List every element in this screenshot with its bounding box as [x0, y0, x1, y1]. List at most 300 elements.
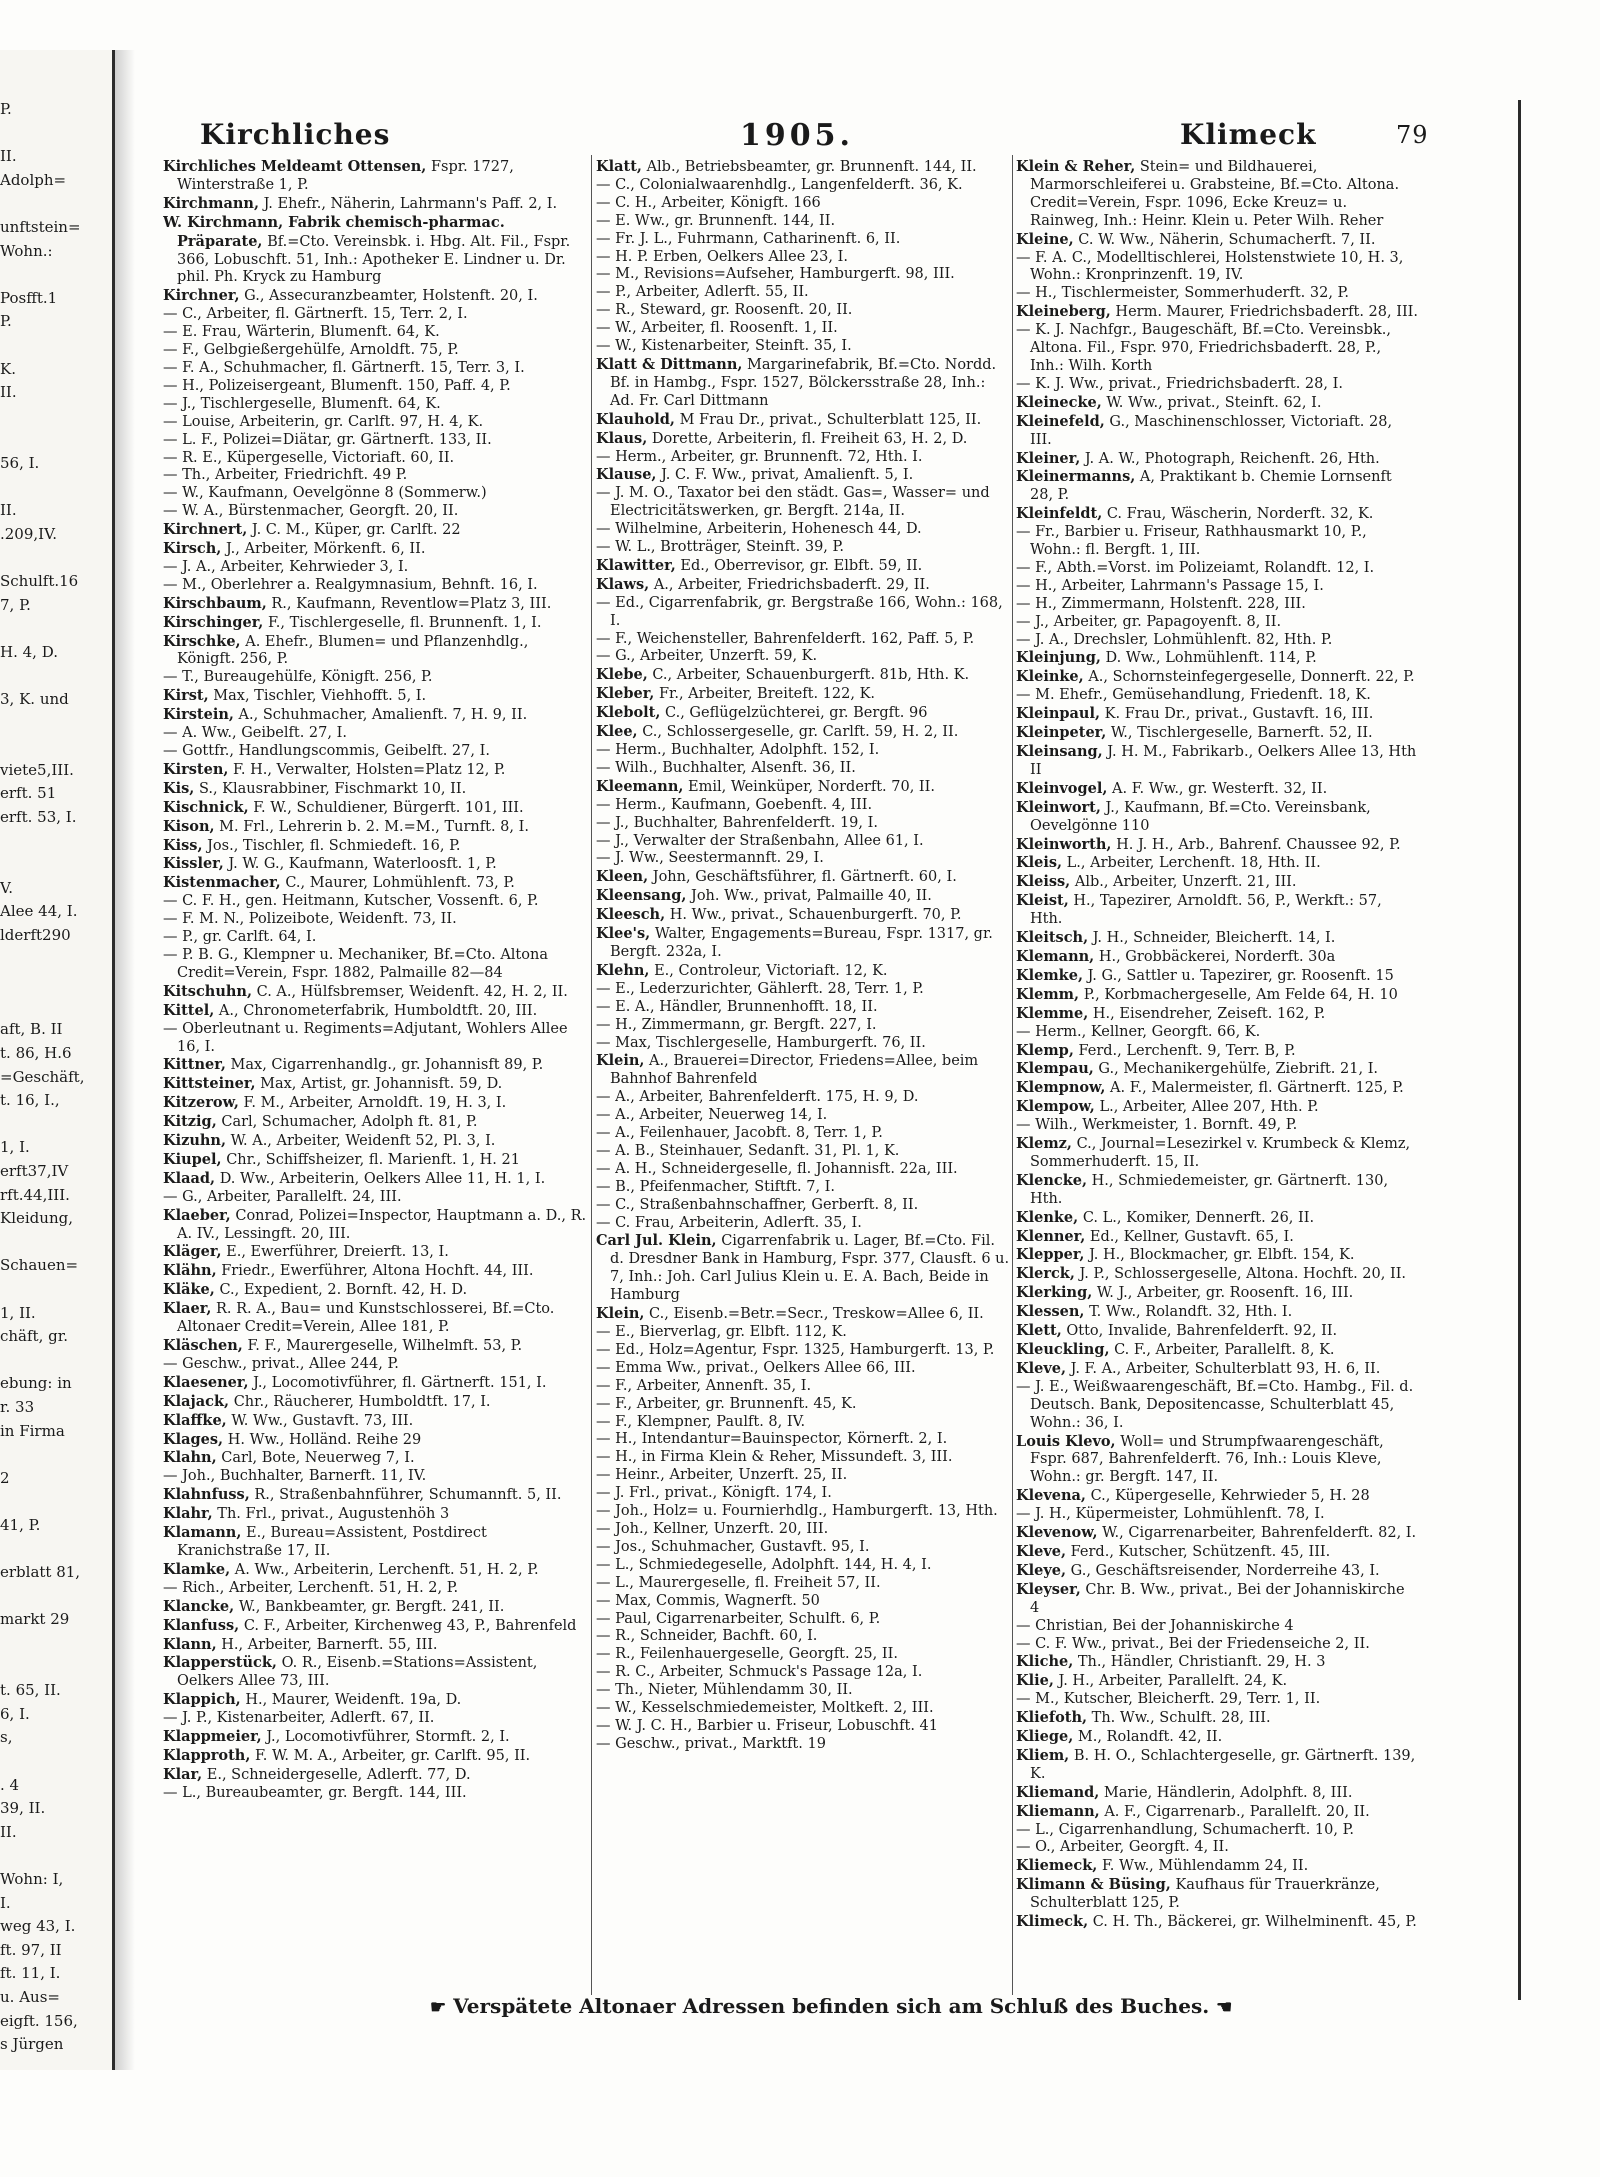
entry-surname: Klapperstück, — [163, 1654, 277, 1672]
prev-page-fragment: t. 86, H.6 — [0, 1044, 72, 1062]
entry-details: — Emma Ww., privat., Oelkers Allee 66, III. — [596, 1359, 916, 1376]
directory-entry — [163, 1431, 588, 1450]
directory-entry — [596, 1664, 1011, 1682]
directory-entry — [163, 1170, 588, 1189]
directory-entry — [596, 999, 1011, 1017]
entry-surname: Klamke, — [163, 1560, 231, 1578]
prev-page-fragment: unftstein= — [0, 218, 81, 236]
entry-surname: Klerck, — [1016, 1265, 1075, 1283]
entry-details: — C. Frau, Arbeiterin, Adlerft. 35, I. — [596, 1214, 862, 1231]
entry-details: P., Korbmachergeselle, Am Felde 64, H. 10 — [1083, 986, 1398, 1003]
directory-entry — [163, 1580, 588, 1598]
directory-entry — [1016, 1487, 1418, 1506]
entry-details: — E., Lederzurichter, Gählerft. 28, Terr. 1, P. — [596, 980, 924, 997]
entry-surname: Klawitter, — [596, 556, 676, 574]
prev-page-fragment: r. 33 — [0, 1398, 35, 1416]
directory-entry — [163, 818, 588, 837]
column-divider — [591, 155, 592, 1995]
entry-details: — Fr. J. L., Fuhrmann, Catharinenft. 6, II. — [596, 230, 901, 247]
prev-page-fragment: markt 29 — [0, 1610, 70, 1629]
entry-details: W., Tischlergeselle, Barnerft. 52, II. — [1110, 725, 1373, 742]
directory-entry — [1016, 1543, 1418, 1562]
entry-details: — R., Steward, gr. Roosenft. 20, II. — [596, 302, 853, 319]
entry-details: G., Mechanikergehülfe, Ziebrift. 21, I. — [1098, 1061, 1379, 1078]
directory-entry — [1016, 705, 1418, 724]
directory-entry — [596, 1718, 1011, 1736]
running-head-right: Klimeck — [1180, 118, 1317, 151]
prev-page-fragment: 56, I. — [0, 454, 40, 472]
directory-entry — [596, 595, 1011, 631]
directory-entry — [1016, 668, 1418, 687]
prev-page-fragment: t. 16, I., — [0, 1091, 60, 1110]
entry-details: E., Schneidergeselle, Adlerft. 77, D. — [206, 1766, 471, 1783]
directory-entry — [163, 706, 588, 725]
entry-surname: Kliege, — [1016, 1728, 1074, 1746]
entry-details: H., Tapezirer, Arnoldft. 56, P., Werkft.: 57, Hth. — [1030, 893, 1382, 928]
directory-entry — [596, 742, 1011, 760]
directory-entry — [596, 466, 1011, 485]
directory-entry — [163, 983, 588, 1002]
entry-details: A. Ehefr., Blumen= und Pflanzenhdlg., Königft. 256, P. — [177, 633, 529, 668]
prev-page-fragment: P. — [0, 312, 12, 331]
prev-page-fragment: ft. 97, II — [0, 1940, 62, 1959]
entry-surname: Kitzerow, — [163, 1094, 239, 1112]
directory-entry — [163, 378, 588, 396]
entry-surname: Klahn, — [163, 1449, 217, 1467]
entry-surname: Klähn, — [163, 1262, 217, 1280]
entry-details: — J. Ww., Seestermannft. 29, I. — [596, 850, 824, 867]
page-fold-shadow — [115, 50, 135, 2070]
entry-details: — Wilh., Buchhalter, Alsenft. 36, II. — [596, 759, 856, 776]
directory-entry — [596, 1575, 1011, 1593]
entry-details: — C., Colonialwaarenhdlg., Langenfelderft. 36, K. — [596, 176, 963, 193]
entry-details: H., Arbeiter, Barnerft. 55, III. — [221, 1636, 438, 1653]
entry-details: — Geschw., privat., Marktft. 19 — [596, 1735, 826, 1752]
directory-entry — [1016, 560, 1418, 578]
entry-details: — J. Frl., privat., Königft. 174, I. — [596, 1485, 832, 1502]
entry-surname: Kirst, — [163, 687, 209, 705]
entry-surname: Klaad, — [163, 1169, 216, 1187]
entry-details: C., Eisenb.=Betr.=Secr., Treskow=Allee 6, II. — [649, 1306, 984, 1323]
entry-details: H., Schmiedemeister, gr. Gärtnerft. 130, Hth. — [1030, 1172, 1389, 1207]
entry-details: — Jos., Schuhmacher, Gustavft. 95, I. — [596, 1538, 870, 1555]
directory-entry — [163, 1021, 588, 1057]
directory-entry — [163, 559, 588, 577]
entry-details: — W., Arbeiter, fl. Roosenft. 1, II. — [596, 320, 838, 337]
entry-details: — Oberleutnant u. Regiments=Adjutant, Wohlers Allee 16, I. — [163, 1020, 568, 1055]
entry-details: — C. F. Ww., privat., Bei der Friedenseiche 2, II. — [1016, 1635, 1370, 1652]
entry-surname: Klemke, — [1016, 966, 1083, 984]
directory-entry — [163, 1710, 588, 1728]
entry-details: C., Arbeiter, Schauenburgerft. 81b, Hth. K. — [652, 667, 970, 684]
prev-page-fragment: .209,IV. — [0, 524, 58, 543]
entry-surname: Kleinwort, — [1016, 798, 1101, 816]
directory-entry — [596, 1360, 1011, 1378]
entry-details: H. Ww., privat., Schauenburgerft. 70, P. — [669, 907, 962, 924]
entry-surname: Klie, — [1016, 1672, 1054, 1690]
prev-page-fragment: ebung: in — [0, 1374, 72, 1393]
directory-entry — [1016, 231, 1418, 250]
directory-entry — [1016, 250, 1418, 286]
directory-entry — [596, 411, 1011, 430]
entry-details: — C. F. H., gen. Heitmann, Kutscher, Vossenft. 6, P. — [163, 893, 539, 910]
entry-details: A., Schuhmacher, Amalienft. 7, H. 9, II. — [238, 707, 528, 724]
directory-entry — [1016, 1803, 1418, 1822]
directory-entry — [163, 633, 588, 670]
entry-surname: Kirchmann, — [163, 194, 259, 212]
entry-details: — K. J. Ww., privat., Friedrichsbaderft. 28, I. — [1016, 375, 1343, 392]
entry-details: C. F., Arbeiter, Parallelft. 8, K. — [1114, 1342, 1335, 1358]
entry-details: — H., Tischlermeister, Sommerhuderft. 32, P. — [1016, 285, 1349, 302]
entry-details: Dorette, Arbeiterin, fl. Freiheit 63, H. 2, D. — [651, 430, 968, 447]
directory-entry — [596, 962, 1011, 981]
entry-details: — W. J. C. H., Barbier u. Friseur, Lobuschft. 41 — [596, 1717, 938, 1734]
entry-details: F., Tischlergeselle, fl. Brunnenft. 1, I. — [267, 614, 542, 631]
directory-entry — [1016, 322, 1418, 376]
entry-surname: Klahnfuss, — [163, 1486, 250, 1504]
entry-surname: Kischnick, — [163, 798, 249, 816]
directory-entry — [163, 1151, 588, 1170]
entry-surname: Kleyser, — [1016, 1580, 1081, 1598]
directory-entry — [1016, 1098, 1418, 1117]
directory-entry — [163, 1356, 588, 1374]
directory-entry — [163, 432, 588, 450]
directory-entry — [1016, 1913, 1418, 1932]
entry-surname: Kläke, — [163, 1281, 215, 1299]
directory-entry — [596, 723, 1011, 742]
entry-details: — M., Kutscher, Bleicherft. 29, Terr. 1, II. — [1016, 1691, 1321, 1708]
entry-surname: Klancke, — [163, 1597, 235, 1615]
directory-entry — [1016, 687, 1418, 705]
directory-entry — [163, 158, 588, 195]
entry-surname: Kliemand, — [1016, 1783, 1100, 1801]
directory-entry — [163, 195, 588, 214]
directory-entry — [163, 287, 588, 306]
entry-surname: W. Kirchmann, Fabrik chemisch-pharmac. Präparate, — [163, 213, 505, 250]
column-divider — [1012, 155, 1013, 1995]
directory-entry — [596, 1215, 1011, 1233]
entry-details: — Joh., Buchhalter, Barnerft. 11, IV. — [163, 1468, 427, 1485]
entry-surname: Kiss, — [163, 836, 203, 854]
entry-details: — F., Arbeiter, gr. Brunnenft. 45, K. — [596, 1395, 857, 1412]
entry-details: Woll= und Strumpfwaarengeschäft, Fspr. 687, Bahrenfelderft. 76, Inh.: Louis Kleve, Wohn.: gr. Bergft. 147, II. — [1030, 1433, 1384, 1486]
directory-entry — [1016, 1209, 1418, 1228]
directory-entry — [163, 1691, 588, 1710]
directory-entry — [1016, 614, 1418, 632]
entry-details: — Herm., Buchhalter, Adolphft. 152, I. — [596, 742, 880, 758]
prev-page-fragment: lderft290 — [0, 926, 71, 944]
entry-details: C., Maurer, Lohmühlenft. 73, P. — [285, 875, 515, 892]
directory-entry — [1016, 1728, 1418, 1747]
entry-details: — R., Schneider, Bachft. 60, I. — [596, 1628, 818, 1645]
directory-entry — [163, 874, 588, 893]
entry-details: — P., gr. Carlft. 64, I. — [163, 929, 317, 946]
entry-details: M Frau Dr., privat., Schulterblatt 125, II. — [679, 411, 982, 428]
entry-details: — W. A., Bürstenmacher, Georgft. 20, II. — [163, 503, 459, 520]
entry-details: J., Arbeiter, Mörkenft. 6, II. — [225, 541, 426, 558]
entry-details: — F. A. C., Modelltischlerei, Holstenstwiete 10, H. 3, Wohn.: Kronprinzenft. 19, IV. — [1016, 249, 1404, 284]
entry-surname: Klemp, — [1016, 1041, 1074, 1059]
entry-details: — C., Arbeiter, fl. Gärtnerft. 15, Terr. 2, I. — [163, 306, 468, 323]
directory-entry — [163, 911, 588, 929]
entry-surname: Kliefoth, — [1016, 1709, 1088, 1727]
directory-entry — [163, 929, 588, 947]
directory-entry — [163, 595, 588, 614]
prev-page-fragment: 1, I. — [0, 1138, 30, 1157]
entry-surname: Kleist, — [1016, 892, 1069, 910]
prev-page-fragment: 1, II. — [0, 1303, 36, 1322]
entry-details: — O., Arbeiter, Georgft. 4, II. — [1016, 1839, 1229, 1856]
entry-details: Chr. B. Ww., privat., Bei der Johanniskirche 4 — [1030, 1581, 1405, 1616]
directory-column-2 — [596, 158, 1011, 1988]
directory-entry — [1016, 303, 1418, 322]
directory-entry — [596, 1052, 1011, 1089]
entry-details: C., Geflügelzüchterei, gr. Bergft. 96 — [665, 705, 928, 722]
directory-entry — [596, 1305, 1011, 1324]
entry-details: — W., Kistenarbeiter, Steinft. 35, I. — [596, 338, 852, 355]
directory-entry — [596, 231, 1011, 249]
entry-details: — F., Arbeiter, Annenft. 35, I. — [596, 1377, 812, 1394]
entry-details: J., Locomotivführer, fl. Gärtnerft. 151, I. — [253, 1374, 547, 1391]
entry-details: — Paul, Cigarrenarbeiter, Schulft. 6, P. — [596, 1610, 881, 1627]
directory-entry — [596, 302, 1011, 320]
entry-details: J. W. G., Kaufmann, Waterloosft. 1, P. — [228, 856, 497, 873]
entry-details: — F., Gelbgießergehülfe, Arnoldft. 75, P. — [163, 342, 459, 359]
entry-details: Ferd., Kutscher, Schützenft. 45, III. — [1070, 1543, 1331, 1560]
entry-surname: Klann, — [163, 1635, 217, 1653]
directory-entry — [163, 1468, 588, 1486]
directory-entry — [1016, 1581, 1418, 1618]
entry-details: J. H., Schneider, Bleicherft. 14, I. — [1092, 930, 1336, 947]
entry-details: — Geschw., privat., Allee 244, P. — [163, 1355, 399, 1372]
entry-surname: Klee's, — [596, 925, 651, 943]
directory-entry — [1016, 1839, 1418, 1857]
entry-surname: Klimann & Büsing, — [1016, 1876, 1171, 1894]
entry-details: E., Controleur, Victoriaft. 12, K. — [654, 962, 888, 979]
directory-entry — [596, 1378, 1011, 1396]
entry-details: — Gottfr., Handlungscommis, Geibelft. 27, I. — [163, 743, 490, 759]
entry-details: — Christian, Bei der Johanniskirche 4 — [1016, 1617, 1294, 1634]
entry-details: — A., Arbeiter, Bahrenfelderft. 175, H. 9, D. — [596, 1089, 919, 1106]
entry-details: S., Klausrabbiner, Fischmarkt 10, II. — [198, 780, 467, 797]
entry-details: — Louise, Arbeiterin, gr. Carlft. 97, H. 4, K. — [163, 413, 484, 430]
prev-page-fragment: Schulft.16 — [0, 572, 79, 590]
directory-entry — [596, 1143, 1011, 1161]
entry-details: O. R., Eisenb.=Stations=Assistent, Oelkers Allee 73, III. — [177, 1655, 538, 1690]
directory-entry — [163, 669, 588, 687]
entry-surname: Klamann, — [163, 1524, 242, 1542]
entry-details: Fspr. 1727, Winterstraße 1, P. — [177, 159, 514, 193]
prev-page-fragment: Alee 44, I. — [0, 902, 78, 921]
entry-surname: Kison, — [163, 817, 215, 835]
entry-details: Joh. Ww., privat, Palmaille 40, II. — [691, 888, 932, 905]
entry-details: — M. Ehefr., Gemüsehandlung, Friedenft. 18, K. — [1016, 687, 1371, 704]
entry-details: — A. Ww., Geibelft. 27, I. — [163, 725, 347, 742]
entry-details: F. M., Arbeiter, Arnoldft. 19, H. 3, I. — [243, 1095, 507, 1112]
directory-entry — [163, 1056, 588, 1075]
entry-details: Margarinefabrik, Bf.=Cto. Nordd. Bf. in Hambg., Fspr. 1527, Bölckersstraße 28, Inh.: Ad. Fr. Carl Dittmann — [610, 356, 997, 409]
directory-entry — [1016, 1506, 1418, 1524]
entry-surname: Kirstein, — [163, 706, 234, 724]
directory-entry — [163, 1132, 588, 1151]
entry-details: C. Frau, Wäscherin, Norderft. 32, K. — [1106, 506, 1374, 523]
entry-surname: Kirschinger, — [163, 613, 264, 631]
entry-details: — M., Oberlehrer a. Realgymnasium, Behnft. 16, I. — [163, 576, 538, 593]
entry-details: Th. Ww., Schulft. 28, III. — [1091, 1710, 1271, 1727]
entry-details: Chr., Räucherer, Humboldtft. 17, I. — [233, 1393, 491, 1410]
entry-details: — Max, Commis, Wagnerft. 50 — [596, 1592, 820, 1609]
entry-details: — Herm., Kellner, Georgft. 66, K. — [1016, 1023, 1261, 1040]
entry-surname: Kirschke, — [163, 632, 241, 650]
entry-details: — R. C., Arbeiter, Schmuck's Passage 12a, I. — [596, 1664, 923, 1681]
directory-entry — [596, 266, 1011, 284]
entry-details: — K. J. Nachfgr., Baugeschäft, Bf.=Cto. Vereinsbk., Altona. Fil., Fspr. 970, Friedrichsbaderft. 28, P., Inh.: Wilh. Korth — [1016, 322, 1391, 374]
entry-details: — M., Revisions=Aufseher, Hamburgerft. 98, III. — [596, 266, 955, 283]
directory-entry — [163, 1412, 588, 1431]
entry-details: C., Küpergeselle, Kehrwieder 5, H. 28 — [1090, 1488, 1370, 1505]
entry-surname: Kliemeck, — [1016, 1857, 1098, 1875]
entry-surname: Kirschbaum, — [163, 594, 267, 612]
directory-entry — [596, 195, 1011, 213]
prev-page-fragment: 3, K. und — [0, 690, 69, 708]
directory-entry — [1016, 1303, 1418, 1322]
entry-surname: Kirchnert, — [163, 521, 248, 539]
directory-entry — [163, 1561, 588, 1580]
directory-entry — [596, 1557, 1011, 1575]
entry-details: — F. A., Schuhmacher, fl. Gärtnerft. 15, Terr. 3, I. — [163, 359, 525, 376]
entry-details: — A. H., Schneidergeselle, fl. Johannisft. 22a, III. — [596, 1160, 958, 1177]
directory-entry — [596, 1736, 1011, 1754]
directory-entry — [1016, 468, 1418, 505]
entry-details: H., Maurer, Weidenft. 19a, D. — [245, 1692, 462, 1709]
entry-details: E., Bureau=Assistent, Postdirect Kranichstraße 17, II. — [177, 1525, 487, 1559]
entry-surname: Klemann, — [1016, 947, 1095, 965]
directory-entry — [163, 1785, 588, 1803]
directory-entry — [596, 1324, 1011, 1342]
entry-details: — F. M. N., Polizeibote, Weidenft. 73, II. — [163, 911, 457, 928]
directory-entry — [1016, 413, 1418, 450]
prev-page-fragment: chäft, gr. — [0, 1327, 69, 1346]
directory-entry — [1016, 1672, 1418, 1691]
entry-details: — J. A., Arbeiter, Kehrwieder 3, I. — [163, 558, 409, 575]
entry-details: R., Straßenbahnführer, Schumannft. 5, II. — [254, 1487, 562, 1504]
entry-details: — J. P., Kistenarbeiter, Adlerft. 67, II. — [163, 1710, 435, 1727]
directory-entry — [163, 1766, 588, 1785]
entry-surname: Kirchner, — [163, 287, 240, 305]
directory-entry — [163, 1337, 588, 1356]
directory-entry — [1016, 986, 1418, 1005]
entry-details: A. F., Malermeister, fl. Gärtnerft. 125, P. — [1110, 1080, 1404, 1097]
prev-page-fragment: erft37,IV — [0, 1162, 69, 1180]
entry-surname: Klauhold, — [596, 410, 675, 428]
prev-page-fragment: . 4 — [0, 1775, 20, 1794]
directory-entry — [596, 249, 1011, 267]
entry-details: — C., Straßenbahnschaffner, Gerberft. 8, II. — [596, 1196, 919, 1213]
directory-entry — [163, 1617, 588, 1636]
entry-surname: Kleis, — [1016, 854, 1063, 872]
directory-entry — [1016, 596, 1418, 614]
entry-details: H., Grobbäckerei, Norderft. 30a — [1098, 948, 1336, 965]
entry-details: — L., Maurergeselle, fl. Freiheit 57, II. — [596, 1574, 881, 1591]
directory-entry — [596, 1628, 1011, 1646]
entry-surname: Kleuckling, — [1016, 1341, 1110, 1358]
directory-entry — [1016, 394, 1418, 413]
directory-entry — [1016, 967, 1418, 986]
prev-page-fragment: t. 65, II. — [0, 1681, 61, 1700]
entry-details: — J. A., Drechsler, Lohmühlenft. 82, Hth. P. — [1016, 631, 1333, 648]
directory-entry — [596, 1035, 1011, 1053]
directory-entry — [163, 1113, 588, 1132]
entry-surname: Kleiss, — [1016, 873, 1071, 891]
directory-entry — [163, 1281, 588, 1300]
entry-details: C., Journal=Lesezirkel v. Krumbeck & Klemz, Sommerhuderft. 15, II. — [1030, 1136, 1411, 1170]
entry-details: H., Eisendreher, Zeiseft. 162, P. — [1092, 1005, 1326, 1022]
directory-entry — [1016, 1433, 1418, 1488]
entry-details: — Ed., Cigarrenfabrik, gr. Bergstraße 166, Wohn.: 168, I. — [596, 594, 1003, 629]
directory-entry — [1016, 1228, 1418, 1247]
entry-surname: Klatt & Dittmann, — [596, 355, 743, 373]
entry-details: Cigarrenfabrik u. Lager, Bf.=Cto. Fil. d. Dresdner Bank in Hamburg, Fspr. 377, Clausft. 6 u. 7, Inh.: Joh. Carl Julius Klein u. E. A. Bach, Beide in Hamburg — [610, 1233, 1010, 1304]
entry-surname: Klappmeier, — [163, 1728, 262, 1746]
entry-details: — Fr., Barbier u. Friseur, Rathhausmarkt 10, P., Wohn.: fl. Bergft. 1, III. — [1016, 524, 1367, 559]
directory-entry — [596, 1467, 1011, 1485]
directory-entry — [163, 503, 588, 521]
entry-details: G., Maschinenschlosser, Victoriaft. 28, III. — [1030, 413, 1393, 448]
directory-entry — [163, 1002, 588, 1021]
prev-page-fragment: viete5,III. — [0, 760, 74, 779]
directory-entry — [596, 648, 1011, 666]
directory-entry — [163, 761, 588, 780]
directory-entry — [596, 631, 1011, 649]
entry-details: — J. E., Weißwaarengeschäft, Bf.=Cto. Hambg., Fil. d. Deutsch. Bank, Depositencasse, Schulterblatt 45, Wohn.: 36, I. — [1016, 1378, 1414, 1431]
directory-entry — [163, 1393, 588, 1412]
directory-entry — [163, 893, 588, 911]
entry-surname: Klaeber, — [163, 1206, 231, 1224]
entry-details: Walter, Engagements=Bureau, Fspr. 1317, gr. Bergft. 232a, I. — [610, 926, 993, 960]
entry-details: Ferd., Lerchenft. 9, Terr. B, P. — [1078, 1042, 1296, 1059]
directory-entry — [596, 320, 1011, 338]
directory-entry — [1016, 649, 1418, 668]
entry-surname: Kirsten, — [163, 760, 229, 778]
prev-page-fragment: aft, B. II — [0, 1020, 63, 1039]
entry-surname: Klevenow, — [1016, 1524, 1098, 1542]
entry-surname: Kleber, — [596, 685, 655, 703]
prev-page-fragment: s Jürgen — [0, 2035, 64, 2054]
entry-surname: Klimeck, — [1016, 1913, 1089, 1931]
entry-details: F. W. M. A., Arbeiter, gr. Carlft. 95, II. — [255, 1747, 531, 1764]
directory-entry — [163, 1300, 588, 1337]
directory-entry — [596, 1414, 1011, 1432]
entry-surname: Kleve, — [1016, 1542, 1067, 1560]
entry-surname: Kleinworth, — [1016, 835, 1112, 853]
entry-surname: Kleinfeldt, — [1016, 505, 1103, 523]
entry-surname: Kleinpaul, — [1016, 705, 1101, 723]
entry-details: — J., Arbeiter, gr. Papagoyenft. 8, II. — [1016, 613, 1282, 630]
entry-details: Th. Frl., privat., Augustenhöh 3 — [217, 1506, 450, 1523]
entry-surname: Kleemann, — [596, 777, 684, 795]
entry-details: Th., Händler, Christianft. 29, H. 3 — [1077, 1654, 1326, 1671]
entry-details: — Herm., Arbeiter, gr. Brunnenft. 72, Hth. I. — [596, 448, 923, 465]
directory-entry — [1016, 285, 1418, 303]
entry-surname: Klein, — [596, 1305, 645, 1323]
directory-column-1 — [163, 158, 588, 1988]
directory-entry — [596, 213, 1011, 231]
directory-entry — [1016, 578, 1418, 596]
directory-entry — [1016, 158, 1418, 231]
directory-entry — [596, 981, 1011, 999]
directory-entry — [163, 342, 588, 360]
entry-details: F. F., Maurergeselle, Wilhelmft. 53, P. — [247, 1338, 523, 1354]
